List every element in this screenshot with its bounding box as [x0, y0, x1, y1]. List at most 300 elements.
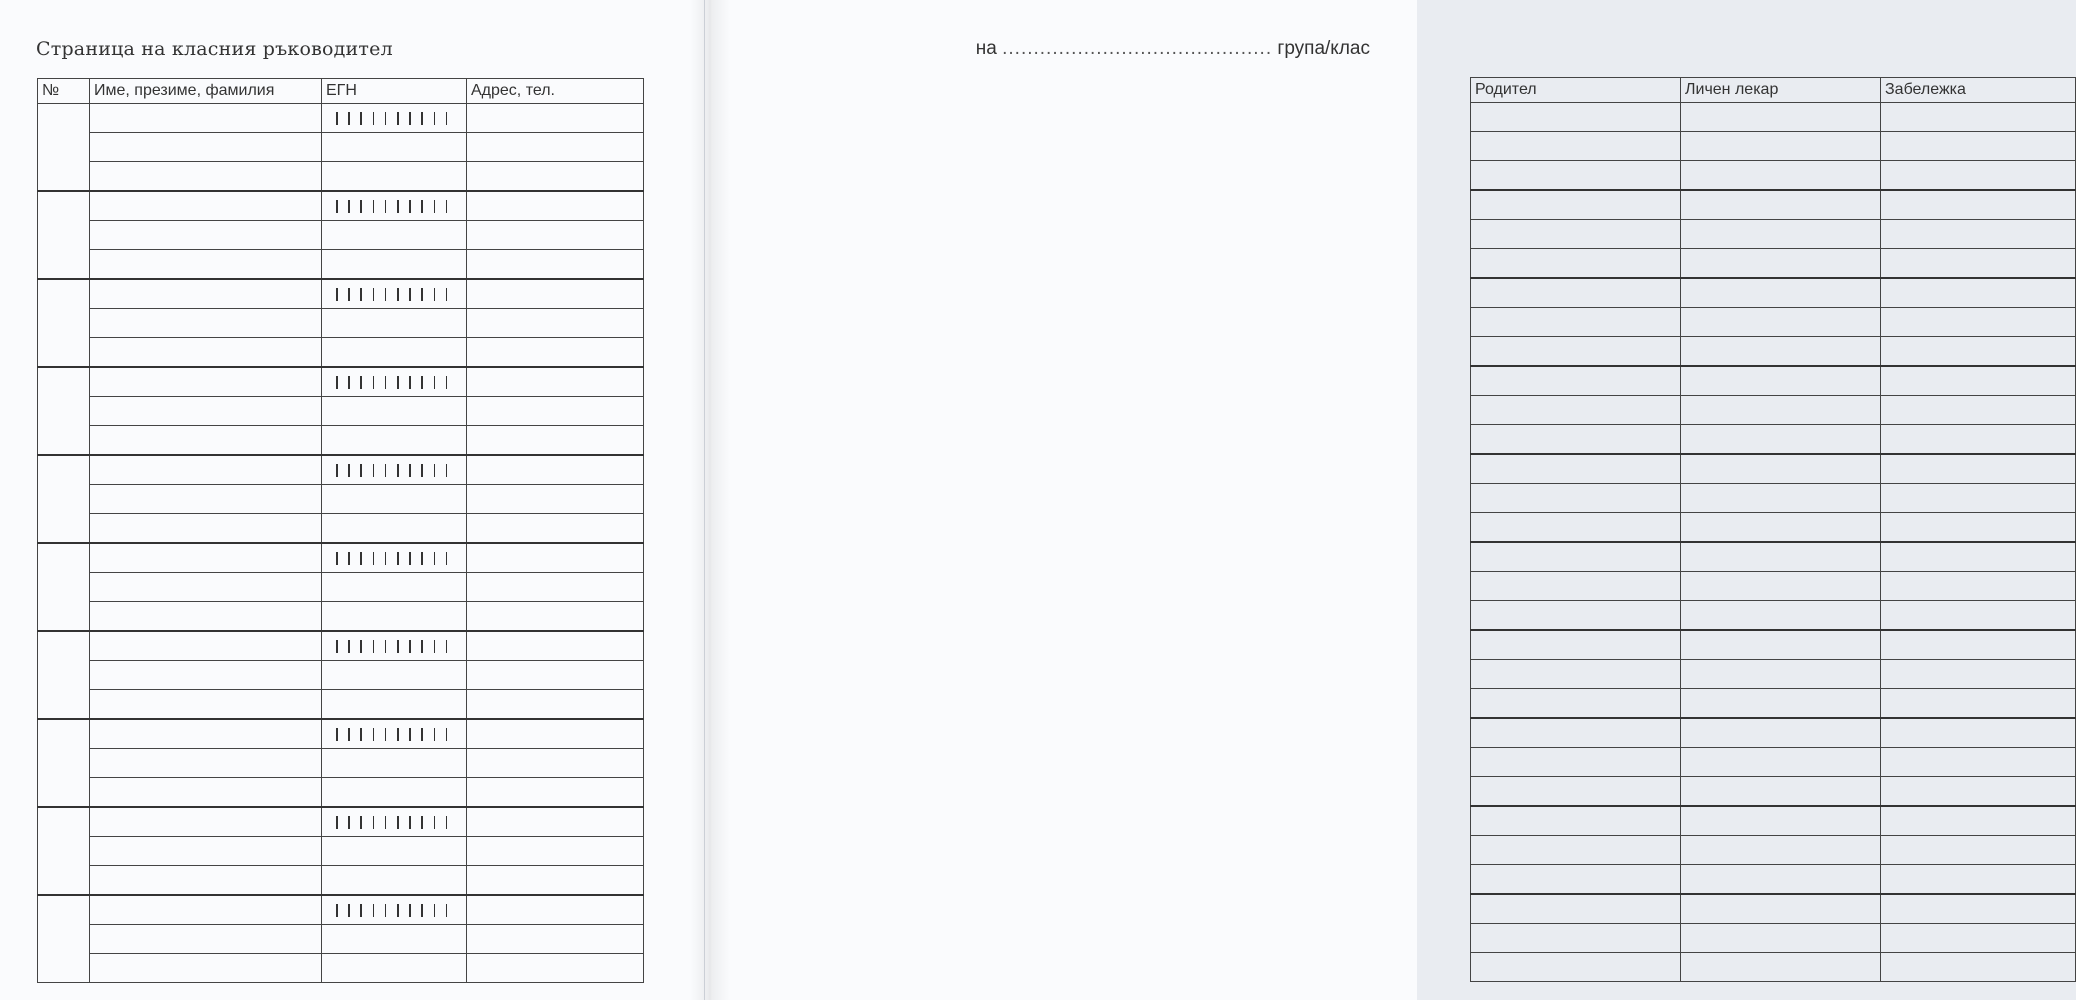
address-cell[interactable]	[467, 925, 644, 954]
column-header-parent: Родител	[1471, 78, 1681, 103]
doctor-cell[interactable]	[1681, 249, 1881, 279]
egn-tick	[409, 200, 411, 213]
parent-cell[interactable]	[1471, 689, 1681, 719]
blank-cell[interactable]	[322, 514, 467, 544]
number-cell[interactable]	[38, 367, 90, 455]
parent-cell[interactable]	[1471, 396, 1681, 425]
blank-cell[interactable]	[322, 133, 467, 162]
note-cell[interactable]	[1881, 132, 2076, 161]
egn-tick	[348, 640, 350, 653]
left-page-title: Страница на класния ръководител	[36, 38, 393, 60]
name-cell[interactable]	[90, 543, 322, 573]
egn-tick	[348, 904, 350, 917]
doctor-cell[interactable]	[1681, 542, 1881, 572]
address-cell[interactable]	[467, 338, 644, 368]
egn-tick	[348, 728, 350, 741]
blank-cell[interactable]	[322, 485, 467, 514]
table-row	[1471, 660, 2076, 689]
blank-cell[interactable]	[322, 690, 467, 720]
table-row	[38, 573, 644, 602]
table-row	[1471, 836, 2076, 865]
egn-cell[interactable]	[322, 807, 467, 837]
name-cell[interactable]	[90, 397, 322, 426]
doctor-cell[interactable]	[1681, 953, 1881, 982]
note-cell[interactable]	[1881, 425, 2076, 455]
egn-tick	[360, 112, 362, 125]
doctor-cell[interactable]	[1681, 777, 1881, 807]
egn-tick	[373, 200, 375, 213]
egn-tick	[397, 376, 399, 389]
name-cell[interactable]	[90, 837, 322, 866]
table-row	[38, 514, 644, 544]
number-cell[interactable]	[38, 543, 90, 631]
doctor-cell[interactable]	[1681, 836, 1881, 865]
address-cell[interactable]	[467, 837, 644, 866]
doctor-cell[interactable]	[1681, 748, 1881, 777]
parent-cell[interactable]	[1471, 190, 1681, 220]
note-cell[interactable]	[1881, 572, 2076, 601]
doctor-cell[interactable]	[1681, 894, 1881, 924]
egn-cell[interactable]	[322, 895, 467, 925]
blank-cell[interactable]	[322, 426, 467, 456]
note-cell[interactable]	[1881, 865, 2076, 895]
egn-tick	[421, 200, 423, 213]
egn-tick	[409, 376, 411, 389]
doctor-cell[interactable]	[1681, 220, 1881, 249]
number-cell[interactable]	[38, 191, 90, 279]
egn-cell[interactable]	[322, 279, 467, 309]
egn-tick	[348, 552, 350, 565]
blank-cell[interactable]	[322, 749, 467, 778]
egn-tick	[446, 728, 448, 741]
blank-cell[interactable]	[322, 221, 467, 250]
egn-tick	[434, 728, 436, 741]
table-row	[38, 661, 644, 690]
egn-tick	[446, 816, 448, 829]
table-row	[38, 837, 644, 866]
address-cell[interactable]	[467, 778, 644, 808]
egn-tick	[385, 552, 387, 565]
address-cell[interactable]	[467, 866, 644, 896]
title-suffix: група/клас	[1277, 38, 1370, 59]
table-row	[1471, 249, 2076, 279]
blank-cell[interactable]	[322, 925, 467, 954]
egn-tick	[360, 640, 362, 653]
doctor-cell[interactable]	[1681, 718, 1881, 748]
table-row	[1471, 366, 2076, 396]
address-cell[interactable]	[467, 631, 644, 661]
parent-cell[interactable]	[1471, 953, 1681, 982]
egn-tick	[385, 376, 387, 389]
parent-cell[interactable]	[1471, 103, 1681, 132]
address-cell[interactable]	[467, 514, 644, 544]
note-cell[interactable]	[1881, 718, 2076, 748]
parent-cell[interactable]	[1471, 366, 1681, 396]
egn-tick	[409, 904, 411, 917]
name-cell[interactable]	[90, 250, 322, 280]
table-row	[1471, 865, 2076, 895]
parent-cell[interactable]	[1471, 425, 1681, 455]
blank-cell[interactable]	[322, 338, 467, 368]
address-cell[interactable]	[467, 397, 644, 426]
blank-cell[interactable]	[322, 162, 467, 192]
name-cell[interactable]	[90, 954, 322, 983]
egn-tick	[409, 816, 411, 829]
name-cell[interactable]	[90, 631, 322, 661]
egn-tick	[360, 464, 362, 477]
doctor-cell[interactable]	[1681, 278, 1881, 308]
blank-cell[interactable]	[322, 602, 467, 632]
number-cell[interactable]	[38, 719, 90, 807]
egn-tick	[409, 112, 411, 125]
table-row	[38, 866, 644, 896]
number-cell[interactable]	[38, 279, 90, 367]
note-cell[interactable]	[1881, 513, 2076, 543]
students-table	[37, 78, 644, 983]
table-row	[1471, 513, 2076, 543]
parent-cell[interactable]	[1471, 836, 1681, 865]
table-row	[38, 397, 644, 426]
egn-tick	[360, 288, 362, 301]
parent-cell[interactable]	[1471, 865, 1681, 895]
table-row	[38, 954, 644, 983]
table-row	[38, 485, 644, 514]
address-cell[interactable]	[467, 485, 644, 514]
egn-tick	[421, 904, 423, 917]
note-cell[interactable]	[1881, 161, 2076, 191]
egn-tick	[336, 288, 338, 301]
name-cell[interactable]	[90, 661, 322, 690]
egn-digit-ticks	[322, 632, 466, 660]
egn-tick	[397, 552, 399, 565]
doctor-cell[interactable]	[1681, 660, 1881, 689]
note-cell[interactable]	[1881, 337, 2076, 367]
name-cell[interactable]	[90, 221, 322, 250]
doctor-cell[interactable]	[1681, 132, 1881, 161]
egn-cell[interactable]	[322, 104, 467, 133]
address-cell[interactable]	[467, 309, 644, 338]
number-cell[interactable]	[38, 104, 90, 192]
name-cell[interactable]	[90, 807, 322, 837]
egn-cell[interactable]	[322, 631, 467, 661]
name-cell[interactable]	[90, 367, 322, 397]
parent-cell[interactable]	[1471, 161, 1681, 191]
table-row	[38, 719, 644, 749]
name-cell[interactable]	[90, 778, 322, 808]
table-row	[1471, 777, 2076, 807]
table-row	[38, 925, 644, 954]
name-cell[interactable]	[90, 338, 322, 368]
note-cell[interactable]	[1881, 777, 2076, 807]
note-cell[interactable]	[1881, 689, 2076, 719]
blank-cell[interactable]	[322, 309, 467, 338]
note-cell[interactable]	[1881, 601, 2076, 631]
address-cell[interactable]	[467, 250, 644, 280]
address-cell[interactable]	[467, 543, 644, 573]
egn-tick	[348, 112, 350, 125]
egn-tick	[348, 464, 350, 477]
egn-tick	[446, 904, 448, 917]
name-cell[interactable]	[90, 690, 322, 720]
doctor-cell[interactable]	[1681, 865, 1881, 895]
column-header-name: Име, презиме, фамилия	[90, 79, 322, 104]
note-cell[interactable]	[1881, 748, 2076, 777]
egn-tick	[373, 112, 375, 125]
parent-cell[interactable]	[1471, 718, 1681, 748]
table-row	[38, 807, 644, 837]
note-cell[interactable]	[1881, 894, 2076, 924]
name-cell[interactable]	[90, 455, 322, 485]
address-cell[interactable]	[467, 426, 644, 456]
note-cell[interactable]	[1881, 924, 2076, 953]
doctor-cell[interactable]	[1681, 924, 1881, 953]
name-cell[interactable]	[90, 279, 322, 309]
egn-tick	[373, 464, 375, 477]
name-cell[interactable]	[90, 895, 322, 925]
parent-cell[interactable]	[1471, 630, 1681, 660]
parent-cell[interactable]	[1471, 542, 1681, 572]
parent-cell[interactable]	[1471, 484, 1681, 513]
note-cell[interactable]	[1881, 308, 2076, 337]
note-cell[interactable]	[1881, 953, 2076, 982]
egn-tick	[397, 640, 399, 653]
doctor-cell[interactable]	[1681, 513, 1881, 543]
table-row	[38, 309, 644, 338]
egn-tick	[360, 376, 362, 389]
parent-cell[interactable]	[1471, 278, 1681, 308]
name-cell[interactable]	[90, 104, 322, 133]
blank-cell[interactable]	[322, 397, 467, 426]
name-cell[interactable]	[90, 749, 322, 778]
egn-cell[interactable]	[322, 543, 467, 573]
parent-cell[interactable]	[1471, 454, 1681, 484]
parent-cell[interactable]	[1471, 249, 1681, 279]
egn-tick	[421, 112, 423, 125]
table-row	[38, 749, 644, 778]
doctor-cell[interactable]	[1681, 190, 1881, 220]
address-cell[interactable]	[467, 719, 644, 749]
note-cell[interactable]	[1881, 660, 2076, 689]
doctor-cell[interactable]	[1681, 806, 1881, 836]
doctor-cell[interactable]	[1681, 396, 1881, 425]
egn-tick	[446, 376, 448, 389]
blank-cell[interactable]	[322, 778, 467, 808]
name-cell[interactable]	[90, 191, 322, 221]
address-cell[interactable]	[467, 954, 644, 983]
parent-cell[interactable]	[1471, 660, 1681, 689]
name-cell[interactable]	[90, 426, 322, 456]
name-cell[interactable]	[90, 573, 322, 602]
blank-cell[interactable]	[322, 837, 467, 866]
address-cell[interactable]	[467, 807, 644, 837]
egn-tick	[434, 376, 436, 389]
note-cell[interactable]	[1881, 454, 2076, 484]
note-cell[interactable]	[1881, 220, 2076, 249]
egn-tick	[421, 728, 423, 741]
doctor-cell[interactable]	[1681, 689, 1881, 719]
parents-table	[1470, 77, 2076, 982]
doctor-cell[interactable]	[1681, 366, 1881, 396]
blank-cell[interactable]	[322, 250, 467, 280]
table-row	[1471, 161, 2076, 191]
parent-cell[interactable]	[1471, 924, 1681, 953]
parent-cell[interactable]	[1471, 777, 1681, 807]
doctor-cell[interactable]	[1681, 161, 1881, 191]
blank-cell[interactable]	[322, 954, 467, 983]
table-row	[1471, 278, 2076, 308]
parent-cell[interactable]	[1471, 337, 1681, 367]
egn-cell[interactable]	[322, 367, 467, 397]
egn-tick	[373, 904, 375, 917]
address-cell[interactable]	[467, 661, 644, 690]
doctor-cell[interactable]	[1681, 484, 1881, 513]
name-cell[interactable]	[90, 133, 322, 162]
note-cell[interactable]	[1881, 249, 2076, 279]
table-row	[38, 221, 644, 250]
egn-tick	[373, 816, 375, 829]
egn-tick	[336, 904, 338, 917]
address-cell[interactable]	[467, 895, 644, 925]
note-cell[interactable]	[1881, 806, 2076, 836]
address-cell[interactable]	[467, 162, 644, 192]
egn-cell[interactable]	[322, 455, 467, 485]
doctor-cell[interactable]	[1681, 630, 1881, 660]
address-cell[interactable]	[467, 191, 644, 221]
name-cell[interactable]	[90, 514, 322, 544]
table-row	[38, 690, 644, 720]
egn-cell[interactable]	[322, 719, 467, 749]
egn-tick	[446, 112, 448, 125]
note-cell[interactable]	[1881, 190, 2076, 220]
egn-tick	[397, 288, 399, 301]
blank-cell[interactable]	[322, 866, 467, 896]
address-cell[interactable]	[467, 104, 644, 133]
doctor-cell[interactable]	[1681, 454, 1881, 484]
name-cell[interactable]	[90, 485, 322, 514]
note-cell[interactable]	[1881, 103, 2076, 132]
address-cell[interactable]	[467, 279, 644, 309]
parent-cell[interactable]	[1471, 220, 1681, 249]
note-cell[interactable]	[1881, 396, 2076, 425]
parent-cell[interactable]	[1471, 894, 1681, 924]
note-cell[interactable]	[1881, 278, 2076, 308]
parent-cell[interactable]	[1471, 132, 1681, 161]
doctor-cell[interactable]	[1681, 308, 1881, 337]
parent-cell[interactable]	[1471, 572, 1681, 601]
note-cell[interactable]	[1881, 542, 2076, 572]
note-cell[interactable]	[1881, 630, 2076, 660]
egn-digit-ticks	[322, 368, 466, 396]
egn-tick	[385, 464, 387, 477]
egn-tick	[336, 112, 338, 125]
egn-tick	[373, 640, 375, 653]
egn-tick	[336, 464, 338, 477]
table-row	[1471, 425, 2076, 455]
name-cell[interactable]	[90, 719, 322, 749]
column-header-address: Адрес, тел.	[467, 79, 644, 104]
parent-cell[interactable]	[1471, 806, 1681, 836]
address-cell[interactable]	[467, 221, 644, 250]
egn-tick	[336, 728, 338, 741]
egn-tick	[397, 728, 399, 741]
number-cell[interactable]	[38, 631, 90, 719]
name-cell[interactable]	[90, 162, 322, 192]
number-cell[interactable]	[38, 895, 90, 983]
name-cell[interactable]	[90, 866, 322, 896]
table-row	[1471, 103, 2076, 132]
egn-tick	[434, 112, 436, 125]
address-cell[interactable]	[467, 133, 644, 162]
number-cell[interactable]	[38, 807, 90, 895]
blank-cell[interactable]	[322, 661, 467, 690]
table-row	[38, 191, 644, 221]
column-header-note: Забележка	[1881, 78, 2076, 103]
egn-tick	[336, 552, 338, 565]
address-cell[interactable]	[467, 573, 644, 602]
table-row	[1471, 190, 2076, 220]
table-row	[1471, 630, 2076, 660]
address-cell[interactable]	[467, 367, 644, 397]
table-row	[1471, 894, 2076, 924]
column-header-doctor: Личен лекар	[1681, 78, 1881, 103]
name-cell[interactable]	[90, 602, 322, 632]
egn-cell[interactable]	[322, 191, 467, 221]
table-row	[1471, 748, 2076, 777]
table-row	[38, 778, 644, 808]
title-prefix: на	[975, 38, 997, 59]
name-cell[interactable]	[90, 309, 322, 338]
egn-tick	[385, 816, 387, 829]
address-cell[interactable]	[467, 455, 644, 485]
parent-cell[interactable]	[1471, 601, 1681, 631]
egn-tick	[434, 200, 436, 213]
note-cell[interactable]	[1881, 484, 2076, 513]
number-cell[interactable]	[38, 455, 90, 543]
table-row	[1471, 718, 2076, 748]
address-cell[interactable]	[467, 690, 644, 720]
note-cell[interactable]	[1881, 836, 2076, 865]
parent-cell[interactable]	[1471, 748, 1681, 777]
table-row	[38, 426, 644, 456]
blank-cell[interactable]	[322, 573, 467, 602]
column-header-egn: ЕГН	[322, 79, 467, 104]
table-row	[1471, 953, 2076, 982]
parent-cell[interactable]	[1471, 513, 1681, 543]
egn-tick	[434, 640, 436, 653]
table-row	[1471, 806, 2076, 836]
address-cell[interactable]	[467, 749, 644, 778]
address-cell[interactable]	[467, 602, 644, 632]
egn-tick	[421, 816, 423, 829]
doctor-cell[interactable]	[1681, 103, 1881, 132]
doctor-cell[interactable]	[1681, 337, 1881, 367]
egn-tick	[421, 640, 423, 653]
egn-tick	[385, 728, 387, 741]
egn-tick	[360, 552, 362, 565]
table-row	[38, 279, 644, 309]
doctor-cell[interactable]	[1681, 572, 1881, 601]
egn-tick	[446, 200, 448, 213]
table-row	[38, 104, 644, 133]
name-cell[interactable]	[90, 925, 322, 954]
note-cell[interactable]	[1881, 366, 2076, 396]
egn-tick	[385, 112, 387, 125]
doctor-cell[interactable]	[1681, 601, 1881, 631]
parent-cell[interactable]	[1471, 308, 1681, 337]
table-row	[38, 338, 644, 368]
doctor-cell[interactable]	[1681, 425, 1881, 455]
egn-tick	[373, 288, 375, 301]
